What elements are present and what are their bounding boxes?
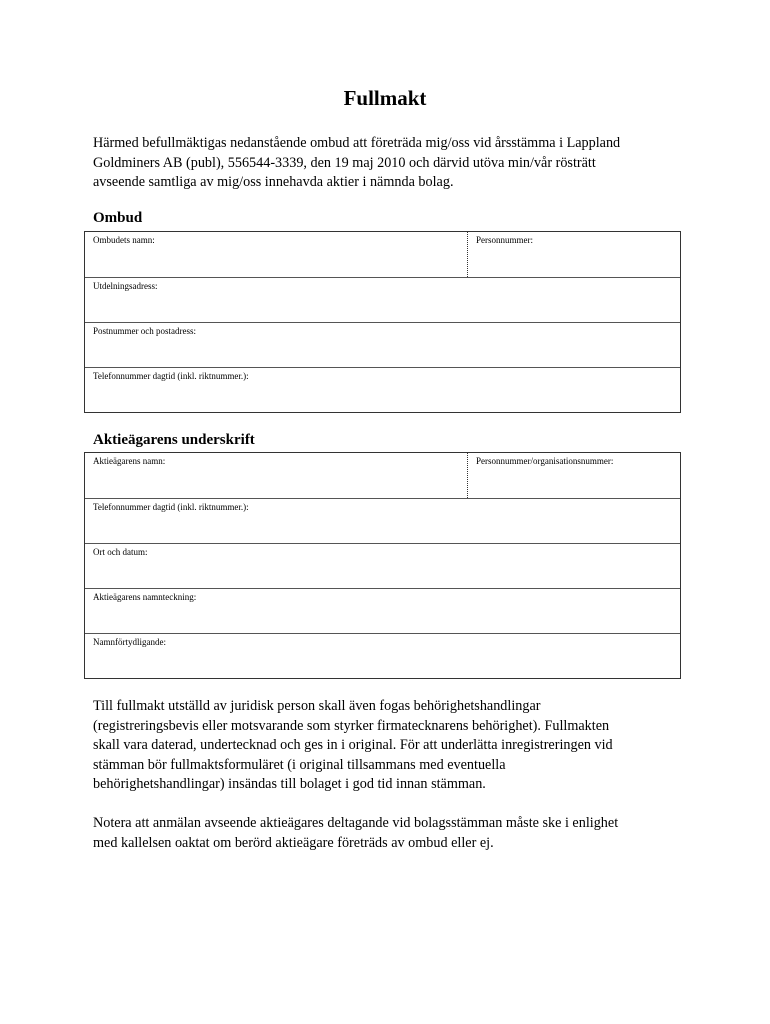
shareholder-signature-row (85, 588, 680, 633)
ombud-phone-field[interactable] (85, 368, 680, 412)
shareholder-name-row (85, 453, 680, 498)
ombud-name-label: Ombudets namn: (93, 235, 155, 245)
ombud-name-field[interactable] (85, 232, 468, 277)
shareholder-form (84, 452, 681, 679)
note-line: med kallelsen oaktat om berörd aktieägare företräds av ombud eller ej. (93, 834, 494, 851)
shareholder-phone-row (85, 498, 680, 543)
intro-line: Goldminers AB (publ), 556544-3339, den 19 maj 2010 och därvid utöva min/vår rösträtt (93, 154, 596, 171)
ombud-heading: Ombud (93, 210, 143, 226)
ombud-personnummer-field[interactable] (468, 232, 680, 277)
shareholder-place-date-row (85, 543, 680, 588)
intro-line: Härmed befullmäktigas nedanstående ombud att företräda mig/oss vid årsstämma i Lappland (93, 135, 621, 151)
shareholder-clarification-label: Namnförtydligande: (93, 637, 166, 647)
shareholder-clarification-field[interactable] (85, 634, 680, 678)
legal-line: skall vara daterad, undertecknad och ges in i original. För att underlätta inregistreringen vid (93, 737, 613, 753)
legal-line: (registreringsbevis eller motsvarande som styrker firmatecknarens behörighet). Fullmakten (93, 717, 610, 734)
ombud-name-row (85, 232, 680, 277)
intro-paragraph (93, 134, 693, 193)
ombud-form (84, 231, 681, 413)
ombud-address-field[interactable] (85, 278, 680, 322)
shareholder-place-date-label: Ort och datum: (93, 547, 148, 557)
shareholder-name-label: Aktieägarens namn: (93, 456, 166, 466)
ombud-phone-row (85, 367, 680, 412)
shareholder-id-label: Personnummer/organisationsnummer: (476, 456, 614, 466)
shareholder-phone-label: Telefonnummer dagtid (inkl. riktnummer.): (93, 502, 249, 512)
legal-line: behörighetshandlingar) insändas till bolaget i god tid innan stämman. (93, 776, 486, 792)
note-line: Notera att anmälan avseende aktieägares deltagande vid bolagsstämman måste ske i enlighet (93, 815, 619, 831)
shareholder-signature-field[interactable] (85, 589, 680, 633)
ombud-personnummer-label: Personnummer: (476, 235, 533, 245)
shareholder-id-field[interactable] (468, 453, 680, 498)
note-paragraph (93, 814, 693, 853)
shareholder-name-field[interactable] (85, 453, 468, 498)
intro-line: avseende samtliga av mig/oss innehavda aktier i nämnda bolag. (93, 174, 454, 190)
page-title: Fullmakt (343, 86, 427, 110)
ombud-postal-label: Postnummer och postadress: (93, 326, 196, 336)
shareholder-clarification-row (85, 633, 680, 678)
shareholder-heading: Aktieägarens underskrift (93, 432, 255, 448)
ombud-address-label: Utdelningsadress: (93, 281, 158, 291)
legal-line: Till fullmakt utställd av juridisk person skall även fogas behörighetshandlingar (93, 698, 541, 714)
ombud-postal-field[interactable] (85, 323, 680, 367)
shareholder-signature-label: Aktieägarens namnteckning: (93, 592, 197, 602)
legal-line: stämman bör fullmaktsformuläret (i original tillsammans med eventuella (93, 756, 506, 773)
ombud-postal-row (85, 322, 680, 367)
shareholder-phone-field[interactable] (85, 499, 680, 543)
ombud-phone-label: Telefonnummer dagtid (inkl. riktnummer.): (93, 371, 249, 381)
shareholder-place-date-field[interactable] (85, 544, 680, 588)
legal-paragraph (93, 697, 693, 795)
ombud-address-row (85, 277, 680, 322)
